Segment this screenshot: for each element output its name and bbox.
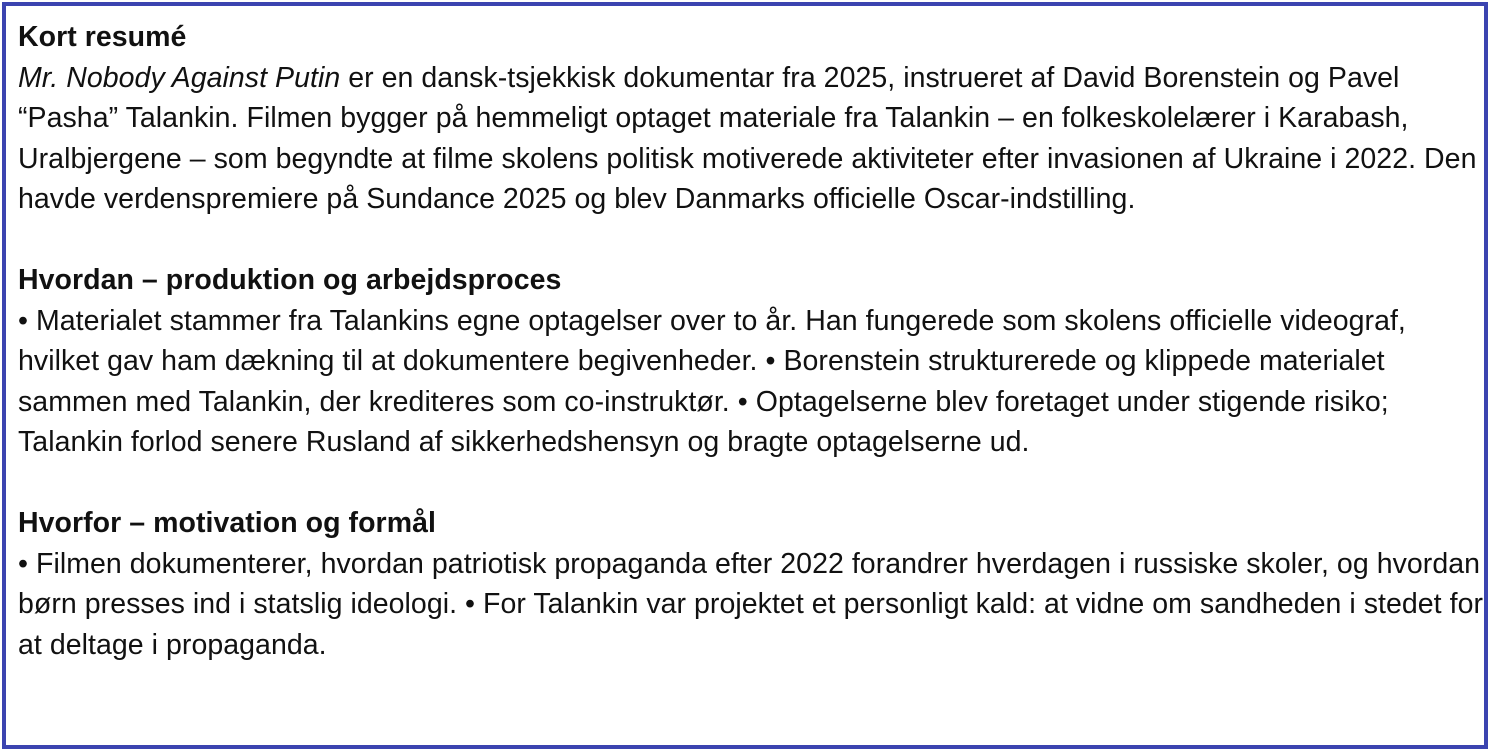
section-why xyxy=(18,503,1484,665)
section-heading-how: Hvordan – produktion og arbejdsproces xyxy=(18,264,562,296)
summary-text: er en dansk-tsjekkisk dokumentar fra 2025, instrueret af David Borenstein og Pavel “Pasha” Talankin. Filmen bygger på hemmeligt optaget materiale fra Talankin – en folkeskolelærer i Karabash, Uralbjergene – som begyndte at filme skolens politisk motiverede aktiviteter efter invasionen af Ukraine i 2022. Den havde verdenspremiere på Sundance 2025 og blev Danmarks officielle Oscar-indstilling. xyxy=(18,61,1477,215)
document-frame xyxy=(2,2,1488,749)
film-title: Mr. Nobody Against Putin xyxy=(18,61,341,94)
section-heading-why: Hvorfor – motivation og formål xyxy=(18,507,436,539)
section-how xyxy=(18,260,1484,463)
summary-paragraph xyxy=(18,58,1484,220)
document-content xyxy=(18,17,1484,665)
section-summary xyxy=(18,17,1484,220)
how-paragraph: • Materialet stammer fra Talankins egne optagelser over to år. Han fungerede som skolens officielle videograf, hvilket gav ham dækning til at dokumentere begivenheder. • Borenstein strukturerede og klippede materialet sammen med Talankin, der krediteres som co-instruktør. • Optagelserne blev foretaget under stigende risiko; Talankin forlod senere Rusland af sikkerhedshensyn og bragte optagelserne ud. xyxy=(18,304,1406,458)
section-heading-summary: Kort resumé xyxy=(18,21,187,53)
why-paragraph: • Filmen dokumenterer, hvordan patriotisk propaganda efter 2022 forandrer hverdagen i russiske skoler, og hvordan børn presses ind i statslig ideologi. • For Talankin var projektet et personligt kald: at vidne om sandheden i stedet for at deltage i propaganda. xyxy=(18,547,1484,661)
